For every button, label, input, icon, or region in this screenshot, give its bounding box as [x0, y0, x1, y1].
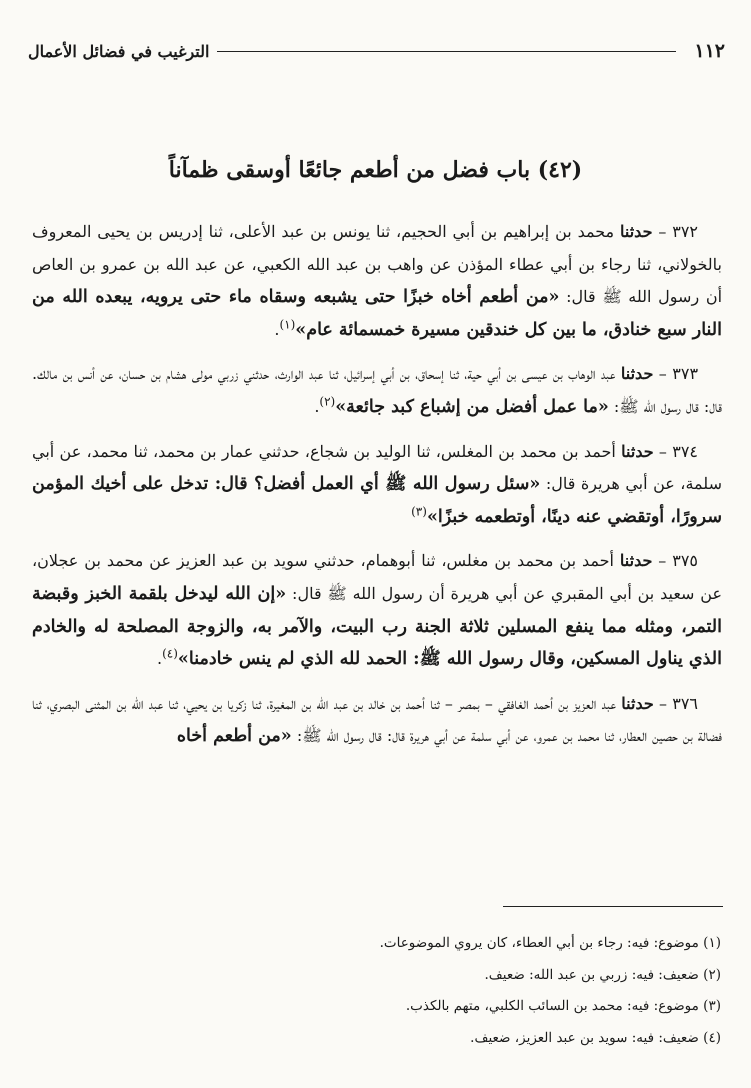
- hadith-isnad: عبد الوهاب بن عيسى بن أبي حية، ثنا إسحاق، بن أبي إسرائيل، ثنا عبد الوارث، حدثني زربي مولى هشام بن حسان، عن أنس بن مالك. قال: قال رسول الله ﷺ:: [32, 364, 722, 416]
- hadith-373: [32, 358, 722, 423]
- hadith-matn: «ما عمل أفضل من إشباع كبد جائعة»: [335, 396, 609, 417]
- hadith-isnad: عبد العزيز بن أحمد الغافقي – بمصر – ثنا أحمد بن خالد بن عبد الله بن المغيرة، ثنا زكريا بن يحيي، ثنا عبد الله بن المثنى البصري، ثنا فضالة بن حصين العطار، ثنا محمد بن عمرو، عن أبي سلمة عن أبي هريرة قال: قال رسول الله ﷺ:: [32, 693, 722, 746]
- running-title: الترغيب في فضائل الأعمال: [28, 41, 210, 61]
- body-text: [32, 216, 722, 765]
- hadith-number: ٣٧٦ –: [658, 693, 698, 713]
- header-rule: [217, 51, 676, 52]
- hadith-lead-word: حدثنا: [620, 364, 654, 384]
- footnote-ref: (١): [279, 317, 296, 332]
- hadith-matn: «من أطعم أخاه: [176, 726, 292, 747]
- page-number: ١١٢: [694, 40, 725, 62]
- hadith-matn: «إن الله ليدخل بلقمة الخبز وقبضة التمر، ومثله مما ينفع المسلين ثلاثة الجنة رب البيت، والآمر به، والزوجة المصلحة له والخادم الذي يناول المسكين، وقال رسول الله ﷺ: الحمد لله الذي لم ينس خادمنا»: [32, 583, 722, 670]
- footnote-ref: (٤): [162, 646, 178, 661]
- hadith-372: [32, 216, 722, 346]
- footnote-4: (٤) ضعيف: فيه: سويد بن عبد العزيز، ضعيف.: [470, 1029, 721, 1046]
- hadith-matn: «من أطعم أخاه خبزًا حتى يشبعه وسقاه ماء حتى يرويه، يبعده الله من النار سبع خنادق، ما بين كل خندقين مسيرة خمسمائة عام»: [32, 287, 722, 340]
- chapter-heading: (٤٢) باب فضل من أطعم جائعًا أوسقى ظمآناً: [168, 157, 583, 183]
- footnote-1: (١) موضوع: فيه: رجاء بن أبي العطاء، كان يروي الموضوعات.: [379, 935, 721, 951]
- hadith-end: .: [157, 649, 163, 669]
- hadith-lead-word: حدثنا: [620, 222, 653, 241]
- hadith-374: [32, 436, 722, 534]
- hadith-end: .: [274, 319, 280, 339]
- hadith-375: [32, 545, 722, 675]
- hadith-isnad: محمد بن إبراهيم بن أبي الحجيم، ثنا يونس بن عبد الأعلى، ثنا إدريس بن يحيى المعروف بالخولاني، ثنا رجاء بن أبي عطاء المؤذن عن واهب بن عبد الله الكعبي، عن عبد الله بن عمرو بن العاص أن رسول الله ﷺ قال:: [32, 222, 723, 307]
- hadith-lead-word: حدثنا: [621, 441, 654, 461]
- footnote-separator: [503, 906, 723, 907]
- hadith-number: ٣٧٥ –: [658, 551, 699, 571]
- hadith-isnad: أحمد بن محمد بن المغلس، ثنا الوليد بن شجاع، حدثني عمار بن محمد، ثنا محمد، عن أبي سلمة، عن أبي هريرة قال:: [32, 441, 722, 494]
- hadith-isnad: أحمد بن محمد بن مغلس، ثنا أبوهمام، حدثني سويد بن عبد العزيز عن محمد بن عجلان، عن سعيد بن أبي المقبري عن أبي هريرة أن رسول الله ﷺ قال:: [32, 551, 723, 603]
- running-header: [28, 38, 725, 64]
- footnote-ref: (٣): [411, 504, 427, 519]
- footnote-3: (٣) موضوع: فيه: محمد بن السائب الكلبي، متهم بالكذب.: [405, 998, 721, 1014]
- hadith-number: ٣٧٣ –: [658, 364, 699, 384]
- footnotes: [61, 928, 721, 1054]
- hadith-lead-word: حدثنا: [621, 693, 654, 713]
- footnote-2: (٢) ضعيف: فيه: زربي بن عبد الله: ضعيف.: [484, 966, 721, 983]
- hadith-matn: «سئل رسول الله ﷺ أي العمل أفضل؟ قال: تدخل على أخيك المؤمن سرورًا، أوتقضي عنه دينًا، أوتطعمه خبزًا»: [32, 474, 722, 527]
- hadith-end: .: [314, 396, 320, 416]
- hadith-number: ٣٧٢ –: [658, 222, 698, 241]
- hadith-number: ٣٧٤ –: [658, 441, 698, 461]
- hadith-376: [32, 688, 722, 753]
- hadith-lead-word: حدثنا: [619, 551, 653, 571]
- footnote-ref: (٢): [319, 394, 336, 409]
